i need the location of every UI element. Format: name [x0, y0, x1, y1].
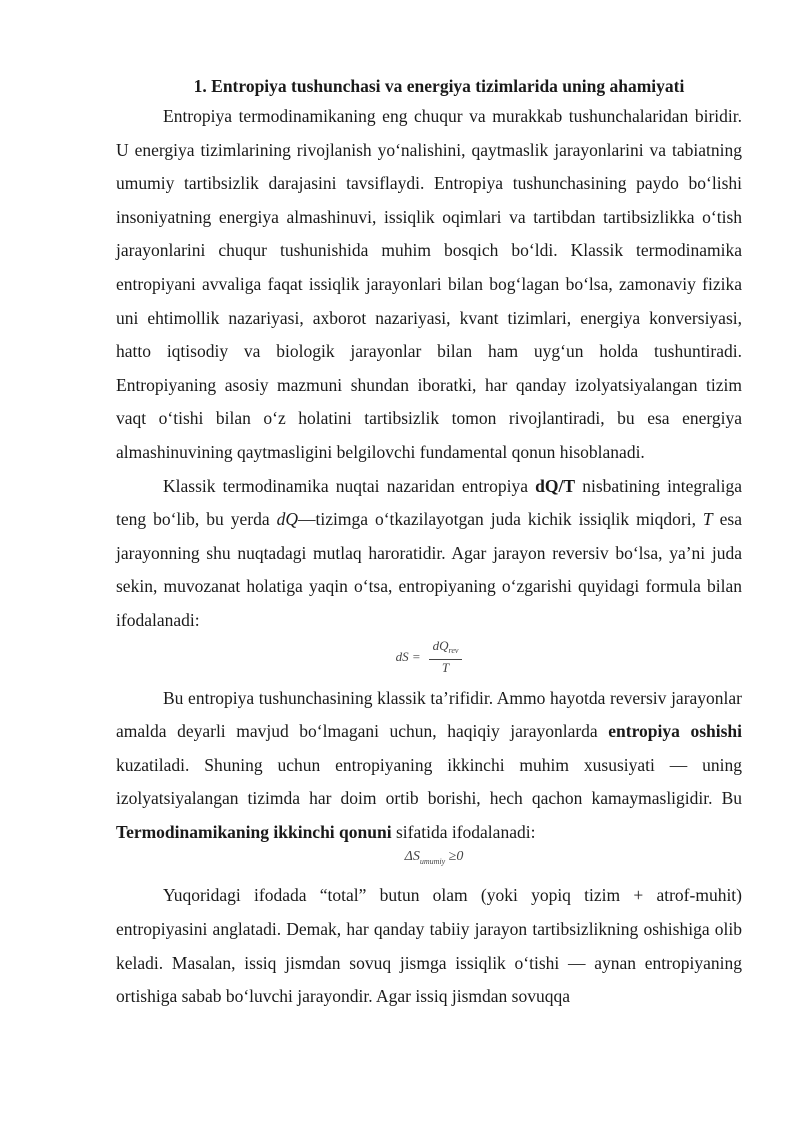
text: kuzatiladi. Shuning uchun entropiyaning ikkinchi muhim xususiyati — uning izolyatsiyalangan tizimda har doim ortib borishi, hech qachon kamaymasligidir. Bu: [116, 754, 742, 809]
symbol-dq: dQ: [276, 509, 298, 530]
paragraph-intro: Entropiya termodinamikaning eng chuqur va murakkab tushunchalaridan biridir. U energiya tizimlarining rivojlanish yo‘nalishini, qaytmaslik jarayonlarini va tabiatning umumiy tartibsizlik darajasini tavsiflaydi. Entropiya tushunchasining paydo bo‘lishi insoniyatning energiya almashinuvi, issiqlik oqimlari va tartibdan tartibsizlikka o‘tish jarayonlarini chuqur tushunishida muhim bosqich bo‘ldi. Klassik termodinamika entropiyani avvaliga faqat issiqlik jarayonlari bilan bog‘lagan bo‘lsa, zamonaviy fizika uni ehtimollik nazariyasi, axborot nazariyasi, kvant tizimlari, energiya konversiyasi, hatto iqtisodiy va biologik jarayonlar bilan ham uyg‘un holda tushuntiradi. Entropiyaning asosiy mazmuni shundan iboratki, har qanday izolyatsiyalangan tizim vaqt o‘tishi bilan o‘z holatini tartibsizlik tomon rivojlantiradi, bu esa energiya almashinuvining qaytmasligini belgilovchi fundamental qonun hisoblanadi.: [116, 106, 742, 462]
paragraph-total-entropy: Yuqoridagi ifodada “total” butun olam (yoki yopiq tizim + atrof-muhit) entropiyasini anglatadi. Demak, har qanday tabiiy jarayon tartibsizlikning oshishiga olib keladi. Masalan, issiq jismdan sovuq jismga issiqlik o‘tishi — aynan entropiyaning ortishiga sabab bo‘luvchi jarayondir. Agar issiq jismdan sovuqqa: [116, 885, 742, 1007]
document-body: [116, 72, 742, 1014]
term-second-law: Termodinamikaning ikkinchi qonuni: [116, 821, 392, 842]
formula2-relation: ≥0: [448, 849, 464, 865]
paragraph-second-law: [116, 682, 742, 850]
formula-numerator: [429, 638, 463, 660]
formula-fraction: [429, 638, 463, 676]
formula-second-law: [116, 849, 742, 879]
formula-denominator: T: [441, 659, 450, 675]
text: esa jarayonning shu nuqtadagi mutlaq haroratidir. Agar jarayon reversiv bo‘lsa, ya’ni juda sekin, muvozanat holatiga yaqin o‘tsa, entropiyaning o‘zgarishi quyidagi formula bilan ifodalanadi:: [116, 509, 742, 630]
term-entropy-increase: entropiya oshishi: [608, 721, 743, 742]
formula-entropy-change: [116, 638, 742, 682]
numerator-subscript: rev: [448, 645, 459, 655]
text: sifatida ifodalanadi:: [391, 821, 536, 842]
text: nisbatining integraliga teng bo‘lib, bu yerda: [116, 475, 742, 530]
formula2-subscript: umumiy: [419, 857, 446, 867]
formula-lhs: dS =: [395, 648, 421, 664]
text: Bu entropiya tushunchasining klassik ta’rifidir. Ammo hayotda reversiv jarayonlar amalda deyarli mavjud bo‘lmagani uchun, haqiqiy jarayonlarda: [116, 687, 742, 742]
section-title: 1. Entropiya tushunchasi va energiya tizimlarida uning ahamiyati: [193, 76, 685, 96]
formula2-main: ΔS: [404, 849, 420, 865]
numerator-text: dQ: [432, 637, 449, 653]
term-dq-over-t: dQ/T: [535, 475, 576, 496]
paragraph-classical-definition: [116, 470, 742, 638]
symbol-t: T: [702, 509, 713, 530]
text: Klassik termodinamika nuqtai nazaridan entropiya: [163, 475, 536, 496]
text: —tizimga o‘tkazilayotgan juda kichik issiqlik miqdori,: [297, 509, 703, 530]
